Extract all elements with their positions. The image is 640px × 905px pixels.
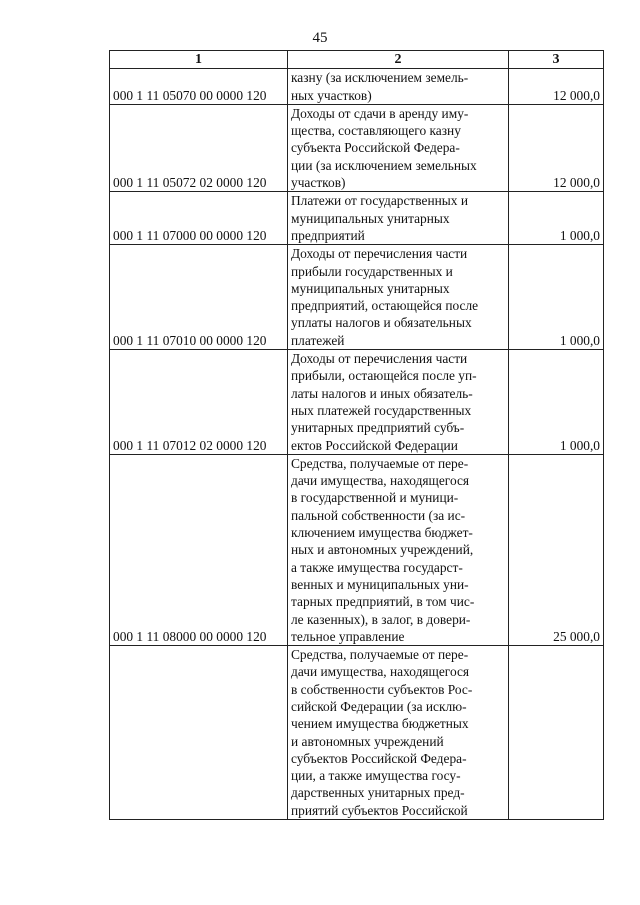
- description-line: дачи имущества, находящегося: [291, 473, 470, 489]
- budget-classification-code: 000 1 11 05070 00 0000 120: [110, 69, 288, 105]
- table-row: [110, 646, 604, 820]
- description-line: казну (за исключением земель-: [291, 70, 469, 86]
- budget-classification-code: [110, 646, 288, 820]
- revenue-description: [288, 454, 509, 645]
- budget-revenue-table: [109, 50, 604, 820]
- amount-value: [509, 646, 604, 820]
- description-line: ции, а также имущества госу-: [291, 768, 461, 784]
- budget-classification-code: 000 1 11 08000 00 0000 120: [110, 454, 288, 645]
- column-header-code: 1: [110, 51, 288, 69]
- description-line: ных и автономных учреждений,: [291, 542, 474, 558]
- description-line: тарных предприятий, в том чис-: [291, 594, 475, 610]
- revenue-description: [288, 69, 509, 105]
- table-row: [110, 192, 604, 245]
- amount-value: 1 000,0: [509, 192, 604, 245]
- table-row: [110, 454, 604, 645]
- budget-classification-code: 000 1 11 07010 00 0000 120: [110, 245, 288, 350]
- description-line: ектов Российской Федерации: [291, 437, 458, 453]
- budget-classification-code: 000 1 11 07000 00 0000 120: [110, 192, 288, 245]
- table-row: [110, 350, 604, 455]
- description-line: чением имущества бюджетных: [291, 716, 469, 732]
- description-line: ных платежей государственных: [291, 402, 472, 418]
- description-line: тельное управление: [291, 628, 405, 644]
- description-line: муниципальных унитарных: [291, 210, 450, 226]
- description-line: в собственности субъектов Рос-: [291, 681, 473, 697]
- table-body: [110, 69, 604, 820]
- description-line: Средства, получаемые от пере-: [291, 647, 469, 663]
- column-header-amount: 3: [509, 51, 604, 69]
- description-line: дачи имущества, находящегося: [291, 664, 470, 680]
- revenue-description: [288, 192, 509, 245]
- amount-value: 12 000,0: [509, 104, 604, 191]
- table-row: [110, 69, 604, 105]
- budget-classification-code: 000 1 11 07012 02 0000 120: [110, 350, 288, 455]
- table-header-row: [110, 51, 604, 69]
- revenue-description: [288, 104, 509, 191]
- description-line: сийской Федерации (за исклю-: [291, 698, 467, 714]
- revenue-description: [288, 245, 509, 350]
- description-line: унитарных предприятий субъ-: [291, 420, 465, 436]
- description-line: и автономных учреждений: [291, 733, 444, 749]
- description-line: а также имущества государст-: [291, 559, 463, 575]
- amount-value: 1 000,0: [509, 350, 604, 455]
- revenue-description: [288, 646, 509, 820]
- description-line: Платежи от государственных и: [291, 193, 469, 209]
- description-line: ле казенных), в залог, в довери-: [291, 611, 471, 627]
- description-line: предприятий: [291, 227, 365, 243]
- description-line: в государственной и муници-: [291, 490, 459, 506]
- description-line: муниципальных унитарных: [291, 280, 450, 296]
- description-line: дарственных унитарных пред-: [291, 785, 465, 801]
- description-line: субъекта Российской Федера-: [291, 140, 460, 156]
- description-line: латы налогов и иных обязатель-: [291, 385, 473, 401]
- description-line: уплаты налогов и обязательных: [291, 315, 472, 331]
- table-row: [110, 245, 604, 350]
- table-row: [110, 104, 604, 191]
- description-line: Доходы от перечисления части: [291, 351, 468, 367]
- description-line: ключением имущества бюджет-: [291, 525, 473, 541]
- description-line: пальной собственности (за ис-: [291, 507, 466, 523]
- amount-value: 1 000,0: [509, 245, 604, 350]
- description-line: ции (за исключением земельных: [291, 157, 477, 173]
- amount-value: 12 000,0: [509, 69, 604, 105]
- description-line: прибыли, остающейся после уп-: [291, 368, 477, 384]
- description-line: венных и муниципальных уни-: [291, 576, 469, 592]
- description-line: ных участков): [291, 87, 372, 103]
- description-line: платежей: [291, 332, 345, 348]
- description-line: щества, составляющего казну: [291, 123, 461, 139]
- description-line: предприятий, остающейся после: [291, 298, 479, 314]
- page-number: 45: [312, 30, 328, 46]
- description-line: участков): [291, 175, 346, 191]
- revenue-description: [288, 350, 509, 455]
- description-line: Доходы от перечисления части: [291, 246, 468, 262]
- description-line: Средства, получаемые от пере-: [291, 455, 469, 471]
- column-header-name: 2: [288, 51, 509, 69]
- description-line: Доходы от сдачи в аренду иму-: [291, 105, 469, 121]
- amount-value: 25 000,0: [509, 454, 604, 645]
- budget-classification-code: 000 1 11 05072 02 0000 120: [110, 104, 288, 191]
- description-line: приятий субъектов Российской: [291, 802, 468, 818]
- description-line: прибыли государственных и: [291, 263, 453, 279]
- description-line: субъектов Российской Федера-: [291, 750, 467, 766]
